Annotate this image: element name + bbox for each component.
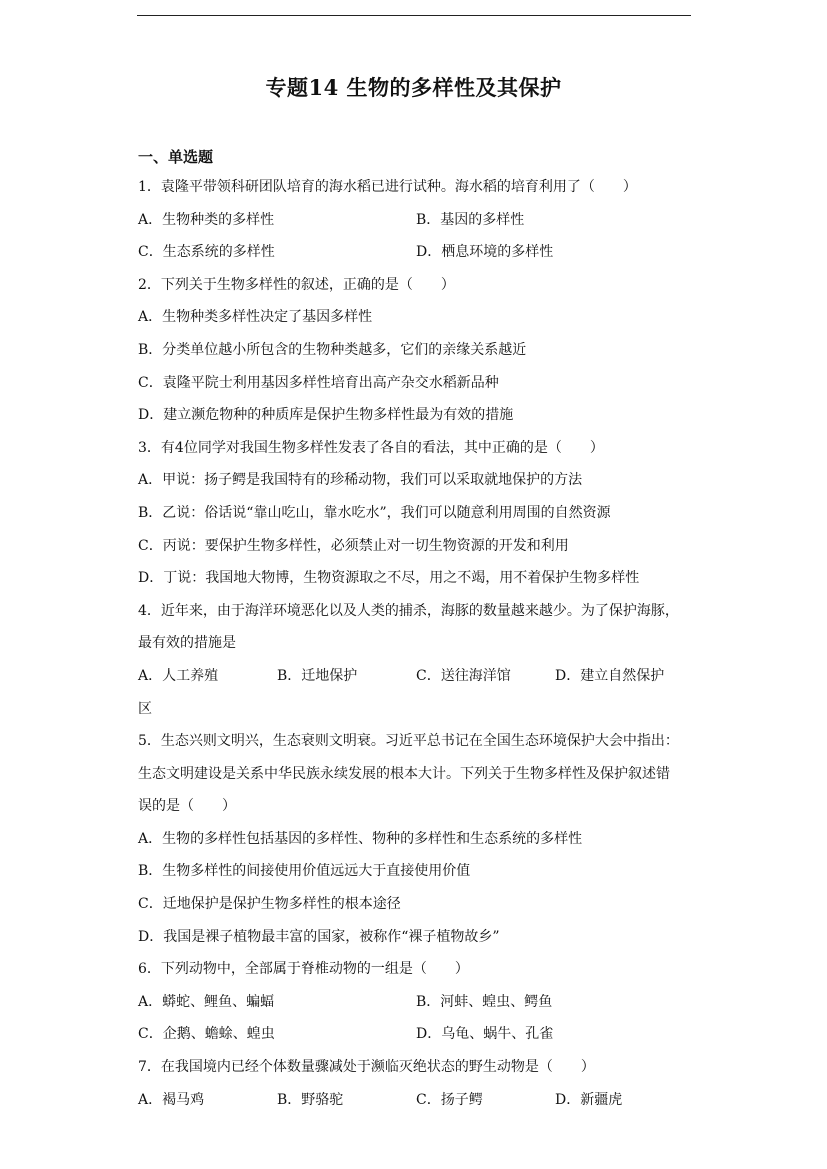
question-5-option-c: C．迁地保护是保护生物多样性的根本途径 [138, 896, 401, 913]
question-7-option-d: D．新疆虎 [555, 1091, 623, 1108]
question-5-option-d: D．我国是裸子植物最丰富的国家，被称作“裸子植物故乡” [138, 928, 500, 945]
question-3-option-c: C．丙说：要保护生物多样性，必须禁止对一切生物资源的开发和利用 [138, 537, 569, 554]
question-1-stem: 1．袁隆平带领科研团队培育的海水稻已进行试种。海水稻的培育利用了（ ） [138, 179, 637, 195]
question-2-option-c: C．袁隆平院士利用基因多样性培育出高产杂交水稻新品种 [138, 374, 499, 391]
question-5-stem-line-1: 5．生态兴则文明兴，生态衰则文明衰。习近平总书记在全国生态环境保护大会中指出： [138, 733, 679, 750]
question-5-option-b: B．生物多样性的间接使用价值远远大于直接使用价值 [138, 863, 471, 880]
question-4-option-a: A．人工养殖 [138, 667, 219, 684]
question-7-stem: 7．在我国境内已经个体数量骤减处于濒临灭绝状态的野生动物是（ ） [138, 1059, 595, 1076]
question-4-option-d: D．建立自然保护 [555, 667, 665, 684]
question-5-option-a: A．生物的多样性包括基因的多样性、物种的多样性和生态系统的多样性 [138, 830, 583, 847]
question-7-option-b: B．野骆驼 [277, 1091, 344, 1108]
question-1-option-d: D．栖息环境的多样性 [416, 244, 554, 261]
question-5-stem-line-3: 误的是（ ） [138, 798, 236, 815]
question-6-stem: 6．下列动物中，全部属于脊椎动物的一组是（ ） [138, 961, 469, 978]
question-1-options-row-2 [138, 238, 694, 271]
question-1-option-a: A．生物种类的多样性 [138, 211, 275, 228]
header-rule [137, 15, 691, 16]
section-heading: 一、单选题 [138, 148, 214, 166]
question-3-option-b: B．乙说：俗话说“靠山吃山，靠水吃水”，我们可以随意利用周围的自然资源 [138, 504, 611, 521]
question-5-stem-line-2: 生态文明建设是关系中华民族永续发展的根本大计。下列关于生物多样性及保护叙述错 [138, 765, 670, 782]
question-2-stem: 2．下列关于生物多样性的叙述，正确的是（ ） [138, 276, 455, 293]
page-title: 专题14 生物的多样性及其保护 [265, 75, 562, 100]
question-3-option-d: D．丁说：我国地大物博，生物资源取之不尽，用之不竭，用不着保护生物多样性 [138, 570, 640, 587]
question-7-options-row [138, 1086, 694, 1119]
question-6-option-d: D．乌龟、蜗牛、孔雀 [416, 1026, 554, 1043]
question-list [138, 173, 694, 1118]
question-3-option-a: A．甲说：扬子鳄是我国特有的珍稀动物，我们可以采取就地保护的方法 [138, 472, 583, 489]
question-1-options-row-1 [138, 206, 694, 239]
question-7-option-c: C．扬子鳄 [416, 1091, 483, 1108]
question-1-option-c: C．生态系统的多样性 [138, 244, 275, 261]
question-2-option-d: D．建立濒危物种的种质库是保护生物多样性最为有效的措施 [138, 407, 514, 424]
question-4-option-c: C．送往海洋馆 [416, 667, 511, 684]
question-6-option-c: C．企鹅、蟾蜍、蝗虫 [138, 1026, 275, 1043]
question-4-stem-line-2: 最有效的措施是 [138, 635, 236, 652]
question-1-option-b: B．基因的多样性 [416, 211, 525, 228]
question-4-option-b: B．迁地保护 [277, 667, 358, 684]
question-2-option-a: A．生物种类多样性决定了基因多样性 [138, 309, 373, 326]
question-4-options-row [138, 662, 694, 695]
question-6-option-a: A．蟒蛇、鲤鱼、蝙蝠 [138, 993, 275, 1010]
question-3-stem: 3．有4位同学对我国生物多样性发表了各自的看法，其中正确的是（ ） [138, 439, 604, 456]
question-2-option-b: B．分类单位越小所包含的生物种类越多，它们的亲缘关系越近 [138, 341, 527, 358]
question-7-option-a: A．褐马鸡 [138, 1091, 205, 1108]
question-4-stem-line-1: 4．近年来，由于海洋环境恶化以及人类的捕杀，海豚的数量越来越少。为了保护海豚， [138, 602, 679, 619]
question-6-options-row-2 [138, 1020, 694, 1053]
question-4-option-d-continuation: 区 [138, 700, 152, 717]
question-6-option-b: B．河蚌、蝗虫、鳄鱼 [416, 993, 553, 1010]
question-6-options-row-1 [138, 988, 694, 1021]
